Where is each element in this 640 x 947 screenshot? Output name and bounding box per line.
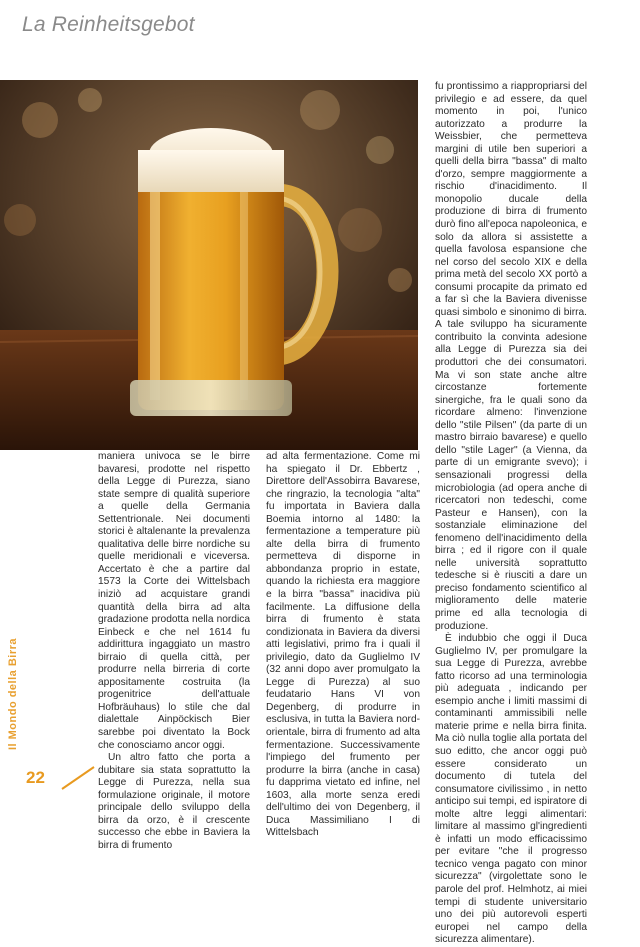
paragraph: ad alta fermentazione. Come mi ha spiegato il Dr. Ebbertz , Direttore dell'Assobirra Bavarese, che ringrazio, la tecnologia "alta" fu importata in Baviera dalla Boemia intorno al 1480: la fermentazione a temperature più alte della birra di frumento permetteva di disporne in abbondanza proprio in estate, quando la richiesta era maggiore e la birra "bassa" inacidiva più facilmente. La diffusione della birra di frumento è stata condizionata in Baviera da diversi atti legislativi, primo fra i quali il privilegio, dato da Guglielmo IV (32 anni dopo aver promulgato la Legge di Purezza) al suo feudatario Hans VI von Degenberg, di produrre in esclusiva, in tutta la Baviera nord-orientale, birra di frumento ad alta fermentazione. Successivamente l'impiego del frumento per produrre la birra (anche in casa) fu dapprima vietato ed infine, nel 1603, alla morte senza eredi dell'ultimo dei von Degenberg, il Duca Massimiliano I di Wittelsbach [266, 451, 420, 839]
article-column-2 [266, 451, 420, 840]
article-column-1 [98, 451, 250, 853]
page-title: La Reinheitsgebot [22, 13, 195, 36]
magazine-sidebar [3, 600, 17, 790]
page-number: 22 [26, 768, 45, 787]
magazine-name: Il Mondo della Birra [7, 637, 19, 751]
slash-decoration-icon [60, 765, 96, 791]
beer-mug-photo [0, 80, 418, 450]
paragraph: È indubbio che oggi il Duca Guglielmo IV, per promulgare la sua Legge di Purezza, avrebbe fatto ricorso ad una terminologia più adeguata , indicando per esempio anche i limiti massimi di contaminanti ammissibili nelle materie prime e nella birra finita. Ma ciò nulla toglie alla portata del suo editto, che ancor oggi può essere considerato un documento di tutela del consumatore civilissimo , in netto anticipo sui tempi, ed ispiratore di molte altre leggi alimentari: limitare al massimo gl'ingredienti è infatti un modo efficacissimo per evitare "che il progresso tecnico venga pagato con minor sicurezza" (virgolettate sono le parole del prof. Helmhotz, ai miei tempi di studente universitario uno dei più autorevoli esperti europei nel campo della sicurezza alimentare). [435, 633, 587, 946]
article-column-3 [435, 81, 587, 947]
paragraph: Un altro fatto che porta a dubitare sia stata soprattutto la Legge di Purezza, nella sua formulazione originale, il motore principale dello sviluppo della birra da orzo, è il crescente successo che ebbe in Baviera la birra di frumento [98, 752, 250, 851]
paragraph: maniera univoca se le birre bavaresi, prodotte nel rispetto della Legge di Purezza, siano state sempre di qualità superiore a quelle della Germania Settentrionale. Nei documenti storici è altalenante la prevalenza qualitativa delle birre nordiche su quelle meridionali e viceversa. Accertato è che a partire dal 1573 la Corte dei Wittelsbach iniziò ad acquistare grandi quantità della birra ad alta gradazione prodotta nella nordica Einbeck e che nel 1614 fu addirittura ingaggiato un mastro birraio di quella città, per produrre nella birreria di corte appositamente costruita (la progenitrice dell'attuale Hofbräuhaus) lo stile che dal dialettale Ainpöckisch Bier sarebbe poi diventato la Bock che conosciamo ancor oggi. [98, 451, 250, 751]
paragraph: fu prontissimo a riappropriarsi del privilegio e ad essere, da quel momento in poi, l'unico autorizzato a produrre la Weissbier, che permetteva margini di utile ben superiori a quelli della birra "bassa" di malto d'orzo, sempre maggiormente a rischio d'inacidimento. Il monopolio ducale della produzione di birra di frumento durò fino all'epoca napoleonica, e solo da allora si assistette a quella favolosa espansione che nel corso del secolo XIX e della prima metà del secolo XX portò a consumi procapite da primato ed a far sì che la Baviera divenisse quasi simbolo e sinonimo di birra. A tale sviluppo ha sicuramente contribuito la convinta adesione alla Legge di Purezza sia dei produttori che dei consumatori. Ma vi son state anche altre circostanze fortemente sinergiche, fra le quali sono da ricordare almeno: l'invenzione dello "stile Pilsen" (da parte di un mastro birraio bavarese) e quello dello "stile Lager" (a Vienna, da parte di un emigrante svevo); i sensazionali progressi della microbiologia (ad opera anche di ricercatori non tedeschi, come Pasteur e Hansen), con la sostanziale eliminazione del fenomeno dell'inacidimento della birra ; ed il rigore con il quale nelle università soprattutto tedesche si è riusciti a dare un preciso fondamento scientifico al miglioramento delle materie prime ed alla tecnologia di produzione. [435, 81, 587, 632]
